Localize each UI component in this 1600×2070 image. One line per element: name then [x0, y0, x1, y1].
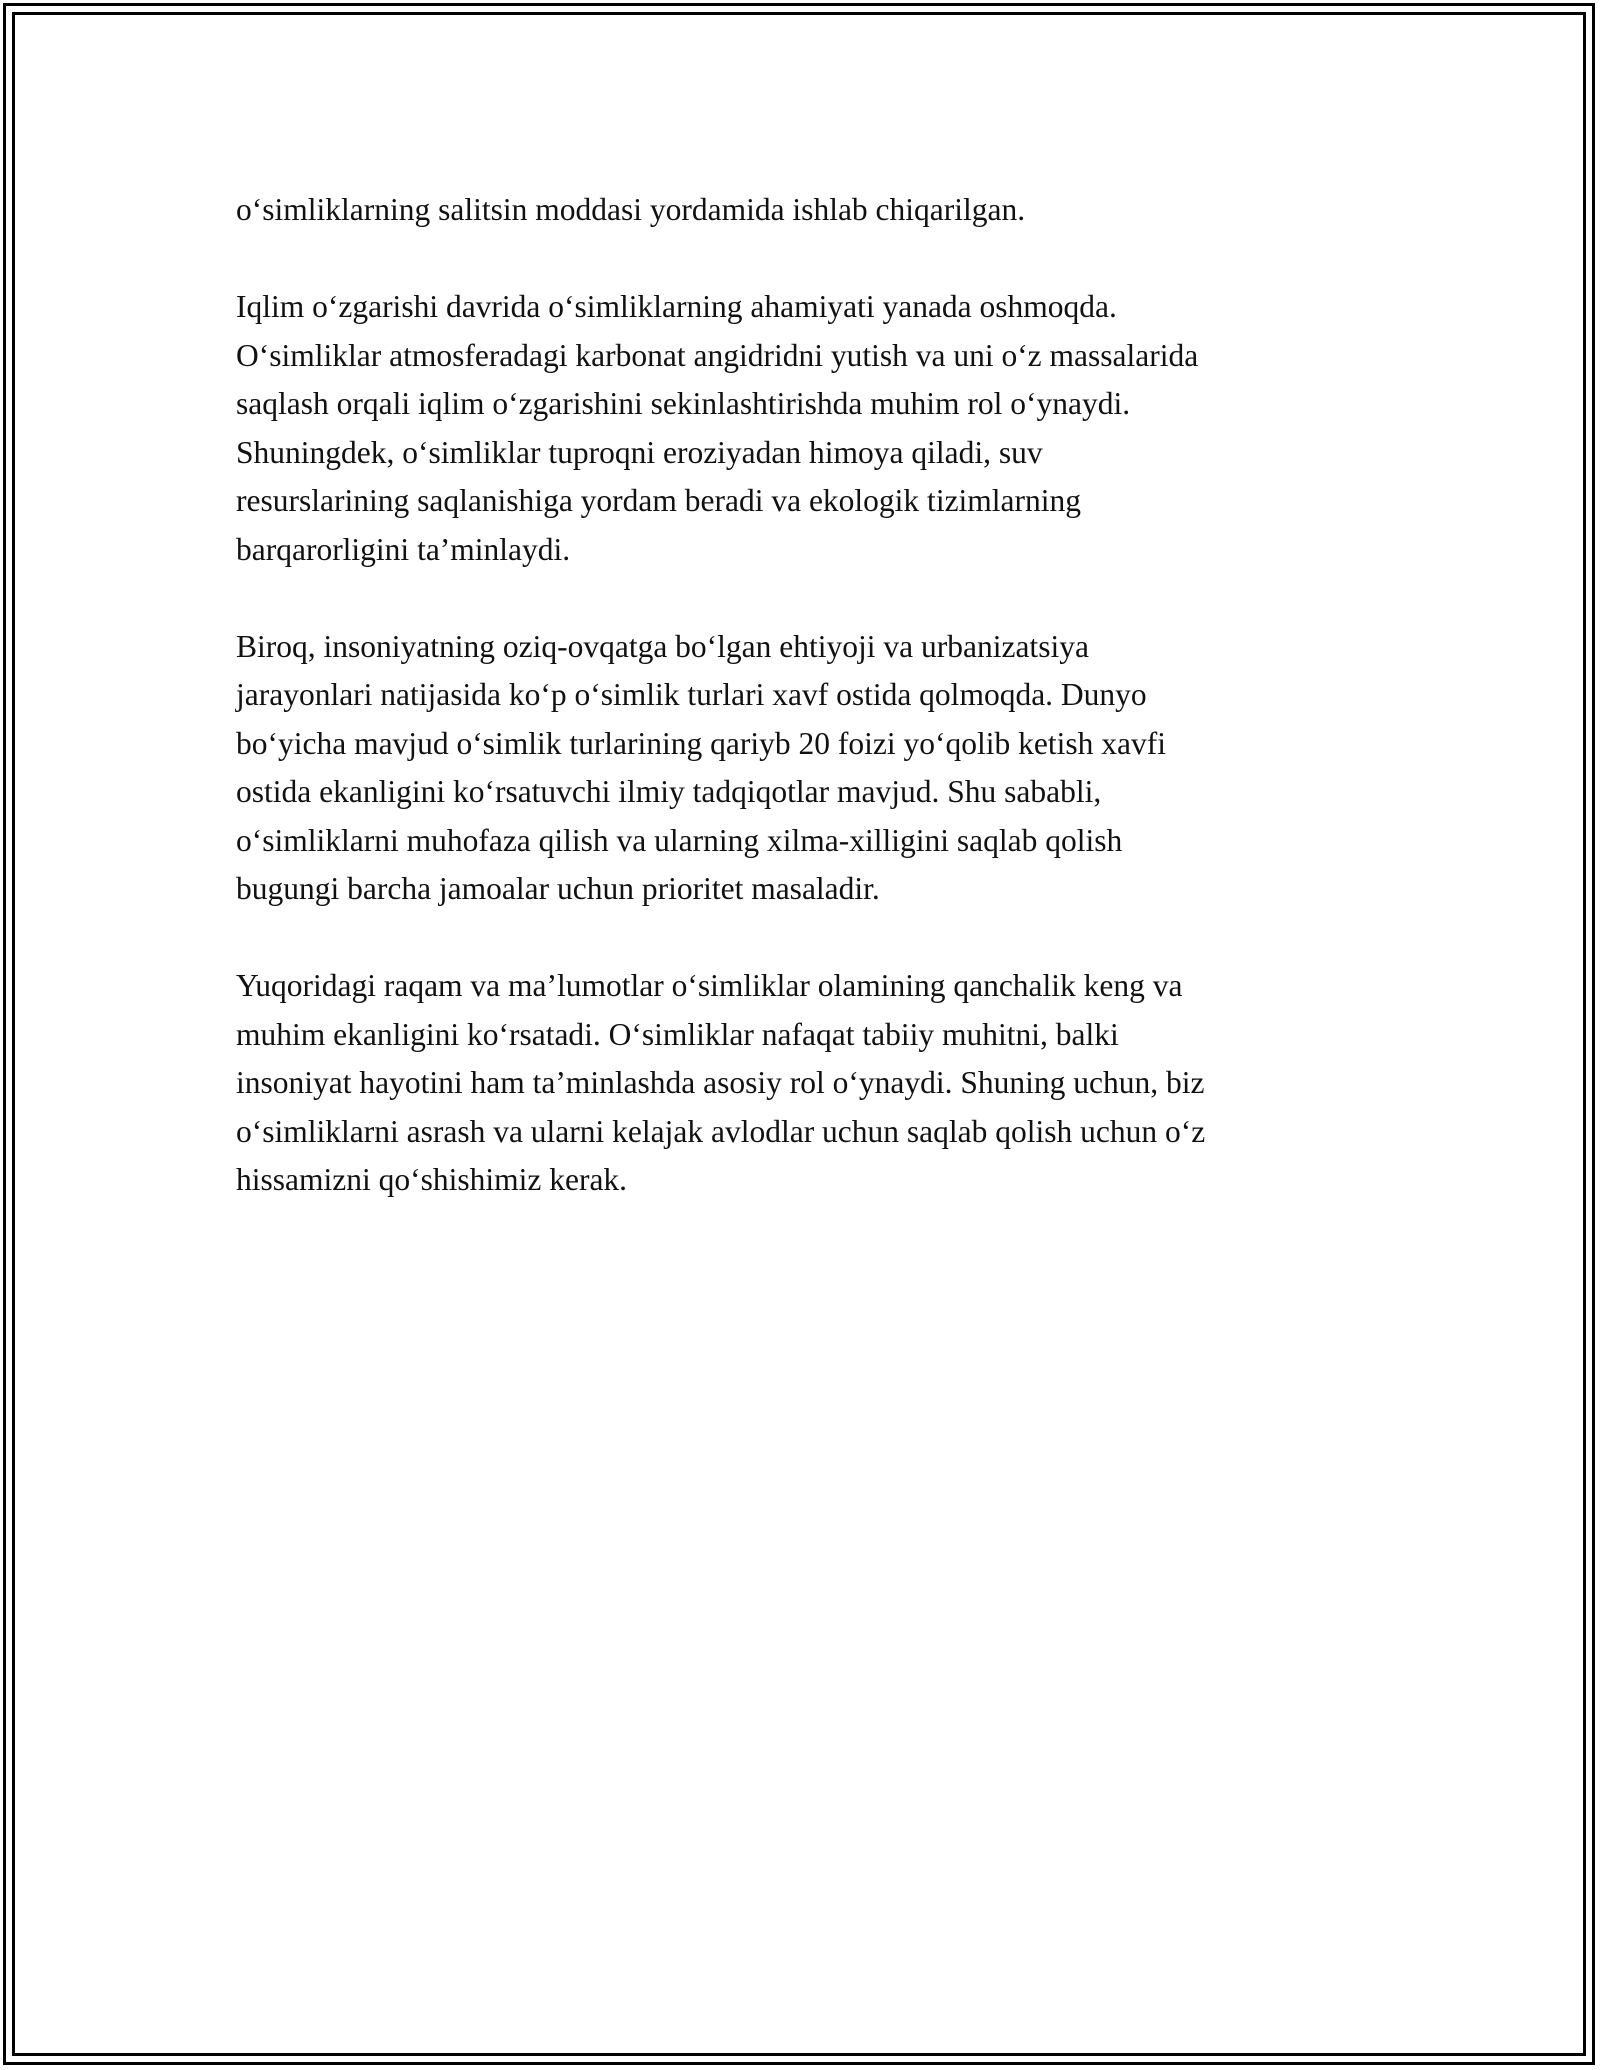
paragraph-2: Iqlim o‘zgarishi davrida o‘simliklarning ahamiyati yanada oshmoqda. O‘simliklar atmosferadagi karbonat angidridni yutish va uni o‘z massalarida saqlash orqali iqlim o‘zgarishini sekinlashtirishda muhim rol o‘ynaydi. Shuningdek, o‘simliklar tuproqni eroziyadan himoya qiladi, suv resurslarining saqlanishiga yordam beradi va ekologik tizimlarning barqarorligini ta’minlaydi. — [236, 289, 1199, 567]
paragraph-4: Yuqoridagi raqam va ma’lumotlar o‘simliklar olamining qanchalik keng va muhim ekanligini ko‘rsatadi. O‘simliklar nafaqat tabiiy muhitni, balki insoniyat hayotini ham ta’minlashda asosiy rol o‘ynaydi. Shuning uchun, biz o‘simliklarni asrash va ularni kelajak avlodlar uchun saqlab qolish uchun o‘z hissamizni qo‘shishimiz kerak. — [236, 968, 1206, 1197]
document-body — [236, 186, 1376, 1205]
paragraph-3: Biroq, insoniyatning oziq-ovqatga bo‘lgan ehtiyoji va urbanizatsiya jarayonlari natijasida ko‘p o‘simlik turlari xavf ostida qolmoqda. Dunyo bo‘yicha mavjud o‘simlik turlarining qariyb 20 foizi yo‘qolib ketish xavfi ostida ekanligini ko‘rsatuvchi ilmiy tadqiqotlar mavjud. Shu sababli, o‘simliklarni muhofaza qilish va ularning xilma-xilligini saqlab qolish bugungi barcha jamoalar uchun prioritet masaladir. — [236, 628, 1166, 906]
paragraph-1: o‘simliklarning salitsin moddasi yordamida ishlab chiqarilgan. — [236, 192, 1026, 227]
